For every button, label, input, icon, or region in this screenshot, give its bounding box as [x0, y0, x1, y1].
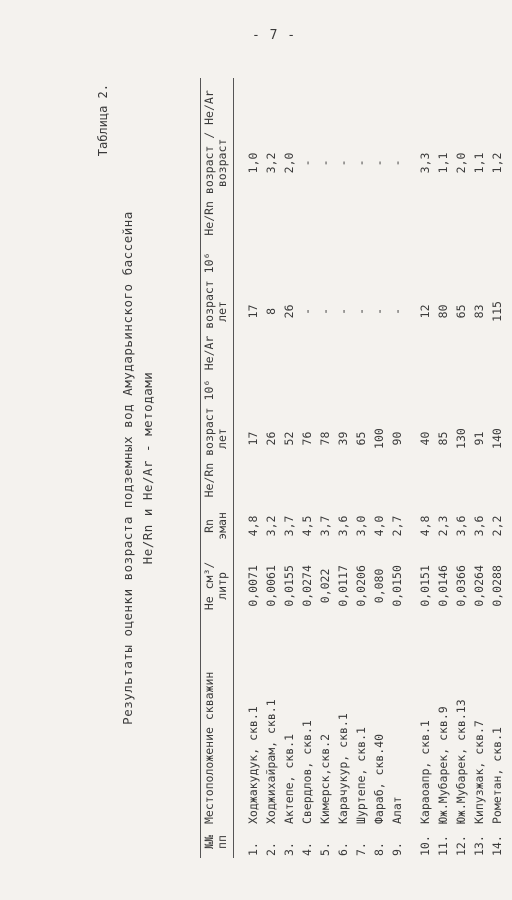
row-he: 0,0288 — [490, 565, 504, 607]
row-location: Актепе, скв.1 — [282, 733, 296, 824]
row-num: 6. — [336, 842, 350, 856]
row-he: 0,0274 — [300, 565, 314, 607]
row-num: 14. — [490, 835, 504, 856]
header-location: Местоположение скважин — [201, 622, 234, 826]
row-he-rn-age: 78 — [318, 431, 332, 446]
row-rn: 2,3 — [436, 515, 450, 537]
table-row — [352, 78, 370, 858]
row-he-rn-age: 90 — [390, 431, 404, 446]
row-he-rn-age: 17 — [246, 431, 260, 446]
table-row — [262, 78, 280, 858]
row-location: Юж.Мубарек, скв.13 — [454, 699, 468, 824]
row-rn: 4,8 — [246, 515, 260, 537]
row-rn: 4,8 — [418, 515, 432, 537]
row-he: 0,0061 — [264, 565, 278, 607]
row-he-ar-age: 65 — [454, 304, 468, 319]
row-he-ar-age: 83 — [472, 304, 486, 319]
row-ratio: 2,0 — [454, 152, 468, 174]
table-row — [452, 78, 470, 858]
row-ratio: 1,0 — [246, 152, 260, 174]
table-row — [416, 78, 434, 858]
table-row — [434, 78, 452, 858]
row-he: 0,0264 — [472, 565, 486, 607]
row-num: 1. — [246, 842, 260, 856]
table-header-row — [201, 78, 234, 858]
table-header-block — [90, 78, 210, 858]
row-he-ar-age: 115 — [490, 301, 504, 322]
row-rn: 3,7 — [282, 515, 296, 537]
table-subtitle: He/Rn и He/Ar - методами — [140, 371, 155, 565]
row-num: 3. — [282, 842, 296, 856]
header-he-ar-age: He/Ar возраст 10⁶ лет — [201, 248, 234, 375]
row-num: 5. — [318, 842, 332, 856]
row-rn: 4,5 — [300, 515, 314, 537]
table-title: Результаты оценки возраста подземных вод Амударьинского бассейна — [120, 211, 135, 725]
row-he: 0,022 — [318, 568, 332, 604]
row-he-rn-age: 100 — [372, 428, 386, 449]
row-ratio: - — [318, 159, 332, 167]
row-location: Кимерск,скв.2 — [318, 733, 332, 824]
row-he: 0,0146 — [436, 565, 450, 607]
row-location: Свердлов, скв.1 — [300, 720, 314, 824]
table-row — [370, 78, 388, 858]
row-he-rn-age: 26 — [264, 431, 278, 446]
row-num: 7. — [354, 842, 368, 856]
row-he-ar-age: - — [372, 307, 386, 315]
row-num: 4. — [300, 842, 314, 856]
row-he-ar-age: - — [390, 307, 404, 315]
table-row — [488, 78, 506, 858]
row-location: Фараб, скв.40 — [372, 733, 386, 824]
header-num: №№ пп — [201, 826, 234, 858]
row-location: Шуртепе, скв.1 — [354, 727, 368, 824]
table-label: Таблица 2. — [96, 84, 110, 157]
row-ratio: 1,1 — [472, 152, 486, 174]
row-he-ar-age: - — [354, 307, 368, 315]
row-ratio: 1,1 — [436, 152, 450, 174]
row-he-rn-age: 85 — [436, 431, 450, 446]
page-number: - 7 - — [252, 28, 297, 43]
row-he-ar-age: 80 — [436, 304, 450, 319]
row-ratio: 1,2 — [490, 152, 504, 174]
rotated-table-block — [90, 78, 510, 858]
row-ratio: 2,0 — [282, 152, 296, 174]
row-he-ar-age: - — [300, 307, 314, 315]
row-he-ar-age: 17 — [246, 304, 260, 319]
row-he-rn-age: 52 — [282, 431, 296, 446]
row-ratio: 3,2 — [264, 152, 278, 174]
row-ratio: - — [300, 159, 314, 167]
row-he: 0,0206 — [354, 565, 368, 607]
data-table — [200, 78, 506, 858]
row-rn: 3,6 — [472, 515, 486, 537]
table-row — [280, 78, 298, 858]
header-he-rn-age: He/Rn возраст 10⁶ лет — [201, 375, 234, 502]
row-rn: 3,7 — [318, 515, 332, 537]
table-row — [334, 78, 352, 858]
row-he-ar-age: - — [318, 307, 332, 315]
row-num: 11. — [436, 835, 450, 856]
row-he-rn-age: 40 — [418, 431, 432, 446]
row-num: 13. — [472, 835, 486, 856]
row-he-rn-age: 91 — [472, 431, 486, 446]
row-location: Юж.Мубарек, скв.9 — [436, 706, 450, 824]
table-row — [298, 78, 316, 858]
table-row — [244, 78, 262, 858]
header-rn: Rn эман — [201, 502, 234, 550]
row-he-ar-age: - — [336, 307, 350, 315]
row-location: Ходжакудук, скв.1 — [246, 706, 260, 824]
row-rn: 2,2 — [490, 515, 504, 537]
row-he-ar-age: 26 — [282, 304, 296, 319]
row-he: 0,0151 — [418, 565, 432, 607]
row-ratio: 3,3 — [418, 152, 432, 174]
row-he-ar-age: 12 — [418, 304, 432, 319]
row-num: 2. — [264, 842, 278, 856]
row-ratio: - — [336, 159, 350, 167]
row-location: Кипузжак, скв.7 — [472, 720, 486, 824]
row-he: 0,0366 — [454, 565, 468, 607]
row-he: 0,0071 — [246, 565, 260, 607]
table-row — [470, 78, 488, 858]
header-he: He см³/литр — [201, 550, 234, 622]
table-row — [388, 78, 406, 858]
row-location: Карачукур, скв.1 — [336, 713, 350, 824]
row-he-ar-age: 8 — [264, 307, 278, 315]
row-he-rn-age: 130 — [454, 428, 468, 449]
row-location: Алат — [390, 796, 404, 824]
row-he: 0,080 — [372, 568, 386, 604]
table-row — [316, 78, 334, 858]
row-rn: 3,6 — [336, 515, 350, 537]
row-rn: 3,6 — [454, 515, 468, 537]
row-he-rn-age: 39 — [336, 431, 350, 446]
row-he-rn-age: 65 — [354, 431, 368, 446]
row-location: Рометан, скв.1 — [490, 727, 504, 824]
row-num: 12. — [454, 835, 468, 856]
row-he-rn-age: 76 — [300, 431, 314, 446]
row-he: 0,0117 — [336, 565, 350, 607]
row-ratio: - — [372, 159, 386, 167]
row-ratio: - — [390, 159, 404, 167]
row-location: Караоапр, скв.1 — [418, 720, 432, 824]
row-num: 8. — [372, 842, 386, 856]
row-he: 0,0155 — [282, 565, 296, 607]
row-he-rn-age: 140 — [490, 428, 504, 449]
row-rn: 3,2 — [264, 515, 278, 537]
row-num: 9. — [390, 842, 404, 856]
row-rn: 2,7 — [390, 515, 404, 537]
row-rn: 3,0 — [354, 515, 368, 537]
row-rn: 4,0 — [372, 515, 386, 537]
row-ratio: - — [354, 159, 368, 167]
row-num: 10. — [418, 835, 432, 856]
row-location: Ходжихайрам, скв.1 — [264, 699, 278, 824]
row-he: 0,0150 — [390, 565, 404, 607]
header-ratio: He/Rn возраст / He/Ar возраст — [201, 78, 234, 248]
